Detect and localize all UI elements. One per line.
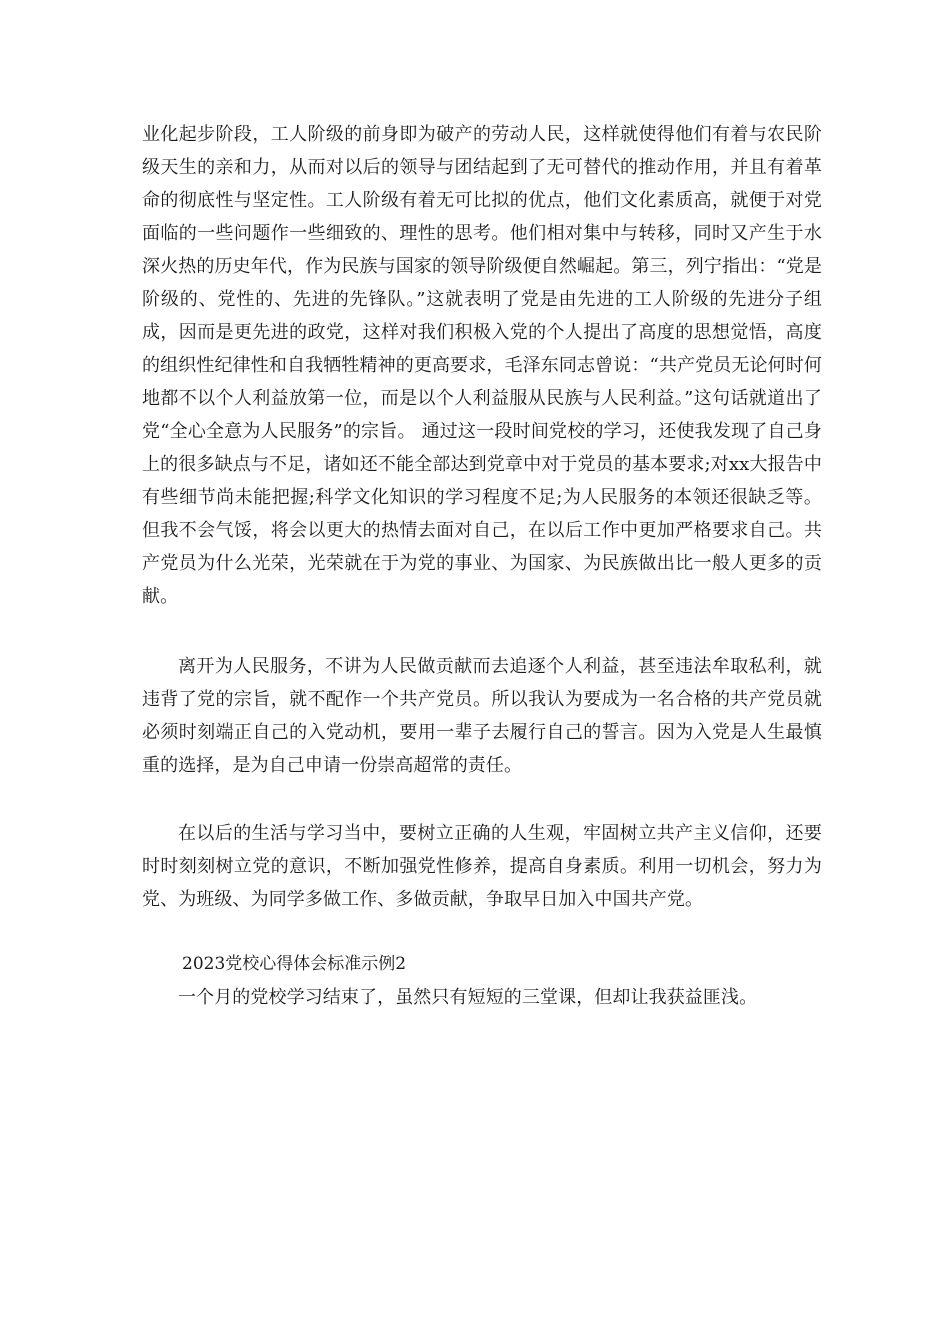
paragraph-1: 业化起步阶段，工人阶级的前身即为破产的劳动人民，这样就使得他们有着与农民阶级天生的亲和力，从而对以后的领导与团结起到了无可替代的推动作用，并且有着革命的彻底性与坚定性。工人阶级有着无可比拟的优点，他们文化素质高，就便于对党面临的一些问题作一些细致的、理性的思考。他们相对集中与转移，同时又产生于水深火热的历史年代，作为民族与国家的领导阶级便自然崛起。第三，列宁指出：“党是阶级的、党性的、先进的先锋队。”这就表明了党是由先进的工人阶级的先进分子组成，因而是更先进的政党，这样对我们积极入党的个人提出了高度的思想觉悟，高度的组织性纪律性和自我牺牲精神的更高要求，毛泽东同志曾说：“共产党员无论何时何地都不以个人利益放第一位，而是以个人利益服从民族与人民利益。”这句话就道出了党“全心全意为人民服务”的宗旨。 通过这一段时间党校的学习，还使我发现了自己身上的很多缺点与不足，诸如还不能全部达到党章中对于党员的基本要求;对xx大报告中有些细节尚未能把握;科学文化知识的学习程度不足;为人民服务的本领还很缺乏等。但我不会气馁，将会以更大的热情去面对自己，在以后工作中更加严格要求自己。共产党员为什么光荣，光荣就在于为党的事业、为国家、为民族做出比一般人更多的贡献。 [142, 124, 822, 607]
closing-paragraph: 一个月的党校学习结束了，虽然只有短短的三堂课，但却让我获益匪浅。 [178, 987, 758, 1008]
paragraph-3: 在以后的生活与学习当中，要树立正确的人生观，牢固树立共产主义信仰，还要时时刻刻树立党的意识，不断加强党性修养，提高自身素质。利用一切机会，努力为党、为班级、为同学多做工作、多做贡献，争取早日加入中国共产党。 [142, 823, 822, 910]
section-heading: 2023党校心得体会标准示例2 [182, 954, 407, 974]
document-page [142, 118, 822, 1014]
paragraph-2: 离开为人民服务，不讲为人民做贡献而去追逐个人利益，甚至违法牟取私利，就违背了党的宗旨，就不配作一个共产党员。所以我认为要成为一名合格的共产党员就必须时刻端正自己的入党动机，要用一辈子去履行自己的誓言。因为入党是人生最慎重的选择，是为自己申请一份崇高超常的责任。 [142, 656, 822, 776]
